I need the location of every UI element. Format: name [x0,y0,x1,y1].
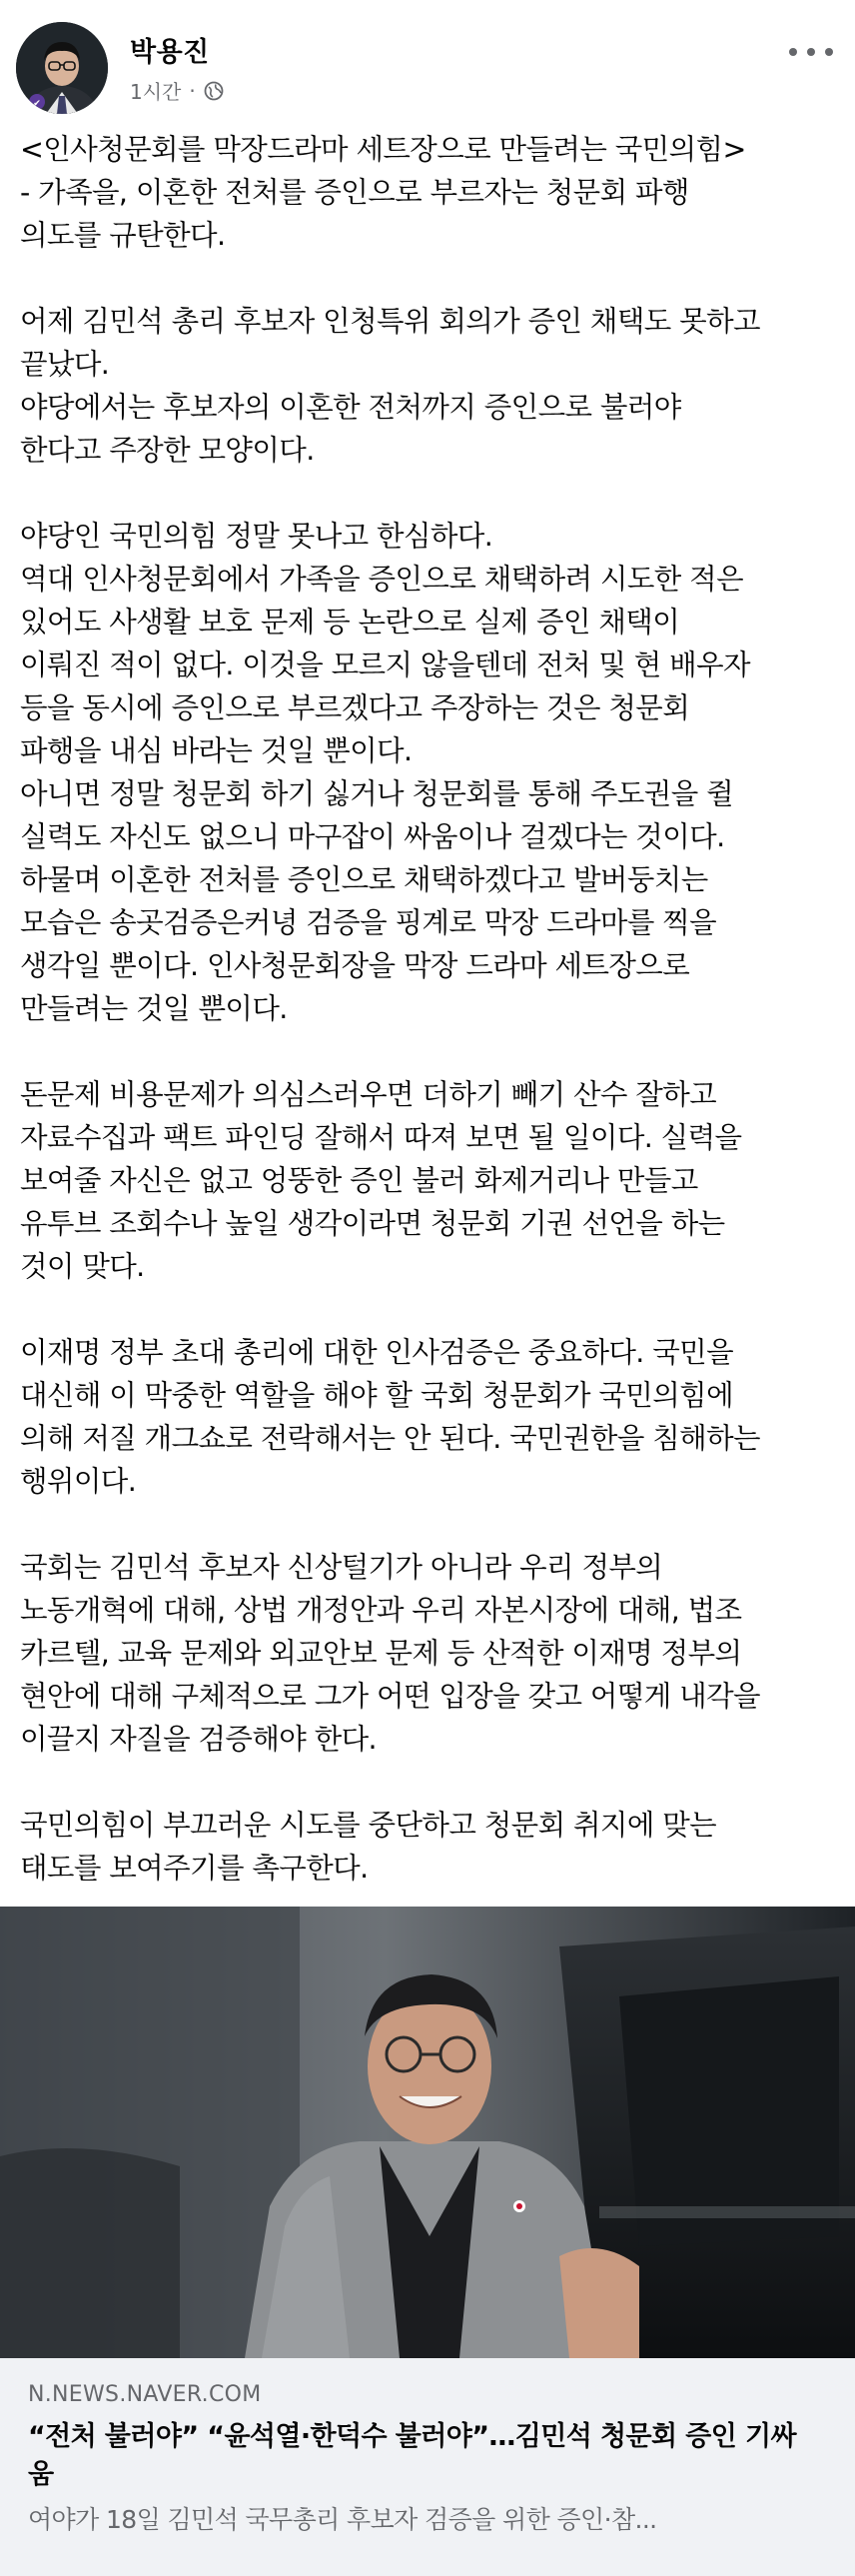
post-line: 의도를 규탄한다. [20,219,226,252]
globe-icon[interactable] [204,81,224,101]
post-line: 역대 인사청문회에서 가족을 증인으로 채택하려 시도한 적은 [20,563,744,596]
profile-photo [16,22,108,114]
meta-separator: · [189,78,196,103]
post-line: 국민의힘이 부끄러운 시도를 중단하고 청문회 취지에 맞는 [20,1809,717,1842]
more-dot [807,48,815,56]
post-time[interactable]: 1시간 [130,80,182,104]
paragraph-gap [20,1503,831,1546]
post-line: 행위이다. [20,1465,137,1498]
post-line: 모습은 송곳검증은커녕 검증을 핑계로 막장 드라마를 찍을 [20,906,717,939]
link-preview-card[interactable] [0,1907,855,2576]
post-line: 생각일 뿐이다. 인사청문회장을 막장 드라마 세트장으로 [20,949,690,982]
post-line: 것이 맞다. [20,1250,145,1283]
post-line: 어제 김민석 총리 후보자 인청특위 회의가 증인 채택도 못하고 [20,305,760,338]
post-line: 끝났다. [20,348,110,381]
post-line: 있어도 사생활 보호 문제 등 논란으로 실제 증인 채택이 [20,606,680,639]
paragraph-gap [20,257,831,300]
post-line: 야당에서는 후보자의 이혼한 전처까지 증인으로 불러야 [20,391,681,424]
post-line: 이뤄진 적이 없다. 이것을 모르지 않을텐데 전처 및 현 배우자 [20,648,750,681]
post-line: <인사청문회를 막장드라마 세트장으로 만들려는 국민의힘> [20,133,746,166]
link-title[interactable]: “전처 불러야” “윤석열·한덕수 불러야”…김민석 청문회 증인 기싸움 [28,2421,797,2490]
post-meta [130,76,224,105]
post-line: 등을 동시에 증인으로 부르겠다고 주장하는 것은 청문회 [20,691,690,724]
author-name[interactable]: 박용진 [130,37,210,68]
post-line: 파행을 내심 바라는 것일 뿐이다. [20,734,413,767]
post-header [0,0,855,130]
paragraph-gap [20,1288,831,1331]
post-line: 유투브 조회수나 높일 생각이라면 청문회 기권 선언을 하는 [20,1207,725,1240]
paragraph-gap [20,1761,831,1804]
more-dot [789,48,797,56]
post-line: 아니면 정말 청문회 하기 싫거나 청문회를 통해 주도권을 쥘 [20,777,734,810]
post-line: 돈문제 비용문제가 의심스러우면 더하기 빼기 산수 잘하고 [20,1078,717,1111]
post-line: 현안에 대해 구체적으로 그가 어떤 입장을 갖고 어떻게 내각을 [20,1680,760,1713]
paragraph-gap [20,472,831,515]
post-line: 노동개혁에 대해, 상법 개정안과 우리 자본시장에 대해, 법조 [20,1594,742,1627]
post-line: 대신해 이 막중한 역할을 해야 할 국회 청문회가 국민의힘에 [20,1379,734,1412]
link-description: 여야가 18일 김민석 국무총리 후보자 검증을 위한 증인·참... [28,2505,657,2534]
post-line: 카르텔, 교육 문제와 외교안보 문제 등 산적한 이재명 정부의 [20,1637,742,1670]
post-line: 실력도 자신도 없으니 마구잡이 싸움이나 걸겠다는 것이다. [20,820,725,853]
avatar[interactable] [16,22,108,114]
post-line: 의해 저질 개그쇼로 전락해서는 안 된다. 국민권한을 침해하는 [20,1422,760,1455]
more-icon[interactable] [789,40,833,64]
post-line: 이재명 정부 초대 총리에 대한 인사검증은 중요하다. 국민을 [20,1336,734,1369]
post-line: 이끌지 자질을 검증해야 한다. [20,1723,378,1756]
link-preview-image[interactable] [0,1907,855,2358]
paragraph-gap [20,1030,831,1073]
post-line: 자료수집과 팩트 파인딩 잘해서 따져 보면 될 일이다. 실력을 [20,1121,742,1154]
post-line: 국회는 김민석 후보자 신상털기가 아니라 우리 정부의 [20,1551,663,1584]
post-line: 태도를 보여주기를 촉구한다. [20,1852,369,1885]
post-text [20,128,831,1890]
link-domain: N.NEWS.NAVER.COM [28,2382,262,2407]
link-preview-info[interactable] [0,2358,855,2576]
post-line: 하물며 이혼한 전처를 증인으로 채택하겠다고 발버둥치는 [20,863,708,896]
svg-text:✔: ✔ [33,99,41,109]
post-line: - 가족을, 이혼한 전처를 증인으로 부르자는 청문회 파행 [20,176,689,209]
more-dot [825,48,833,56]
post-line: 야당인 국민의힘 정말 못나고 한심하다. [20,520,493,553]
post-line: 보여줄 자신은 없고 엉뚱한 증인 불러 화제거리나 만들고 [20,1164,698,1197]
post-line: 만들려는 것일 뿐이다. [20,992,288,1025]
post-line: 한다고 주장한 모양이다. [20,434,315,467]
